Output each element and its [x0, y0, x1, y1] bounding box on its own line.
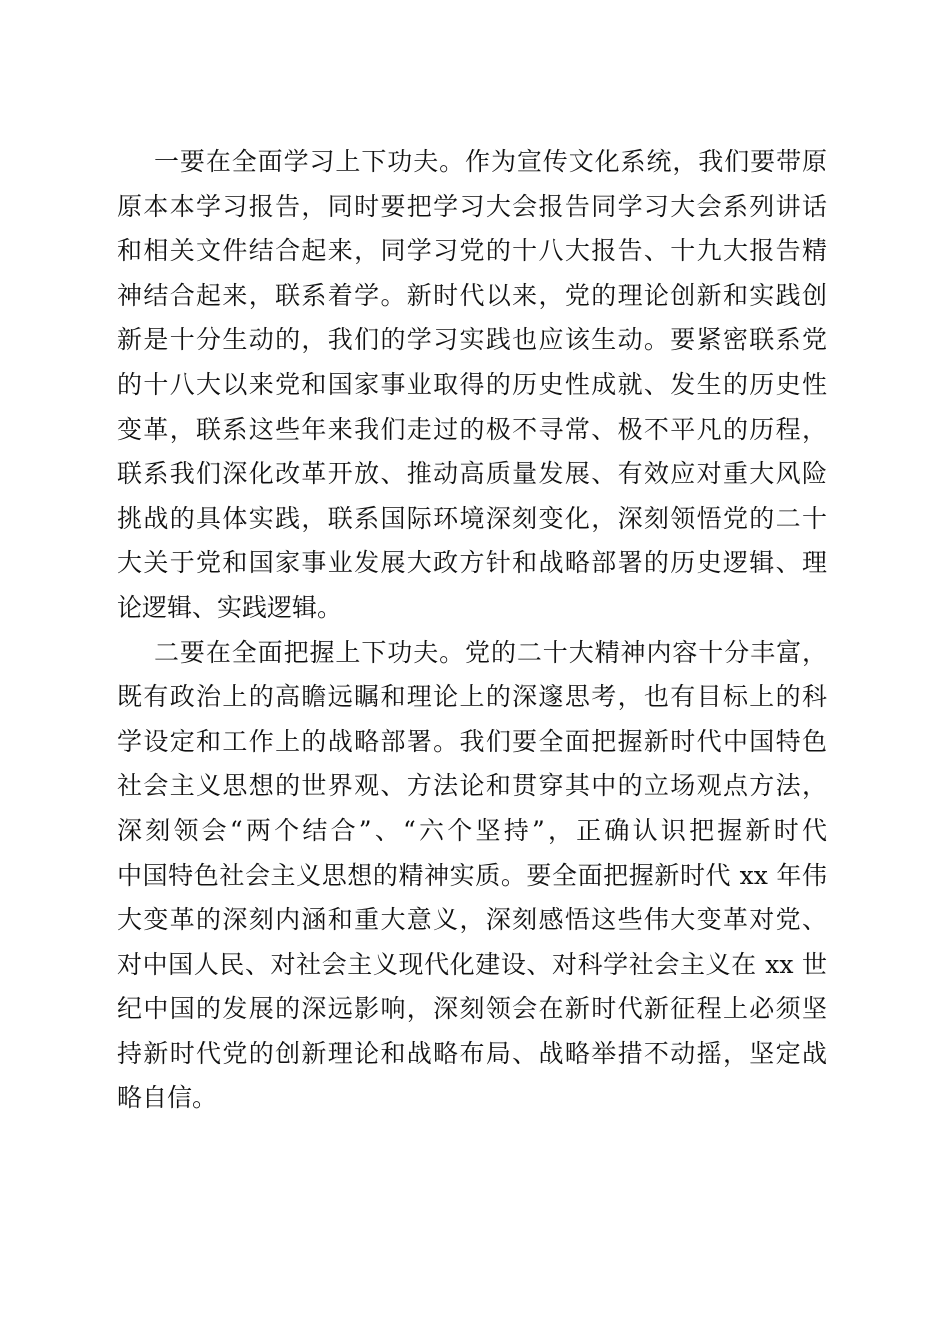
paragraph-line: 对中国人民、对社会主义现代化建设、对科学社会主义在 xx 世 — [117, 949, 827, 979]
document-body — [117, 140, 827, 1121]
paragraph-line: 的十八大以来党和国家事业取得的历史性成就、发生的历史性 — [117, 369, 827, 399]
paragraph-line: 神结合起来，联系着学。新时代以来，党的理论创新和实践创 — [117, 280, 827, 310]
paragraph-line: 持新时代党的创新理论和战略布局、战略举措不动摇，坚定战 — [117, 1038, 827, 1068]
paragraph-line: 大关于党和国家事业发展大政方针和战略部署的历史逻辑、理 — [117, 548, 827, 578]
paragraph-line: 大变革的深刻内涵和重大意义，深刻感悟这些伟大变革对党、 — [117, 905, 827, 935]
paragraph-line: 中国特色社会主义思想的精神实质。要全面把握新时代 xx 年伟 — [117, 860, 827, 890]
paragraph-line: 挑战的具体实践，联系国际环境深刻变化，深刻领悟党的二十 — [117, 503, 827, 533]
paragraph-line: 一要在全面学习上下功夫。作为宣传文化系统，我们要带原 — [154, 147, 827, 176]
paragraph-line: 社会主义思想的世界观、方法论和贯穿其中的立场观点方法， — [117, 771, 827, 801]
paragraph-line: 联系我们深化改革开放、推动高质量发展、有效应对重大风险 — [117, 459, 827, 489]
paragraph-line: 论逻辑、实践逻辑。 — [117, 592, 343, 622]
paragraph-line: 和相关文件结合起来，同学习党的十八大报告、十九大报告精 — [117, 236, 827, 266]
paragraph-line: 学设定和工作上的战略部署。我们要全面把握新时代中国特色 — [117, 726, 827, 756]
paragraph-1 — [117, 140, 827, 631]
paragraph-2 — [117, 631, 827, 1122]
paragraph-line: 略自信。 — [117, 1083, 218, 1113]
paragraph-line: 新是十分生动的，我们的学习实践也应该生动。要紧密联系党 — [117, 325, 827, 355]
paragraph-line: 既有政治上的高瞻远瞩和理论上的深邃思考，也有目标上的科 — [117, 682, 827, 712]
paragraph-line: 原本本学习报告，同时要把学习大会报告同学习大会系列讲话 — [117, 191, 827, 221]
paragraph-line: 纪中国的发展的深远影响，深刻领会在新时代新征程上必须坚 — [117, 994, 827, 1024]
paragraph-line: 二要在全面把握上下功夫。党的二十大精神内容十分丰富， — [154, 637, 827, 667]
paragraph-line: 深刻领会“两个结合”、“六个坚持”，正确认识把握新时代 — [117, 815, 827, 845]
paragraph-line: 变革，联系这些年来我们走过的极不寻常、极不平凡的历程， — [117, 414, 827, 444]
